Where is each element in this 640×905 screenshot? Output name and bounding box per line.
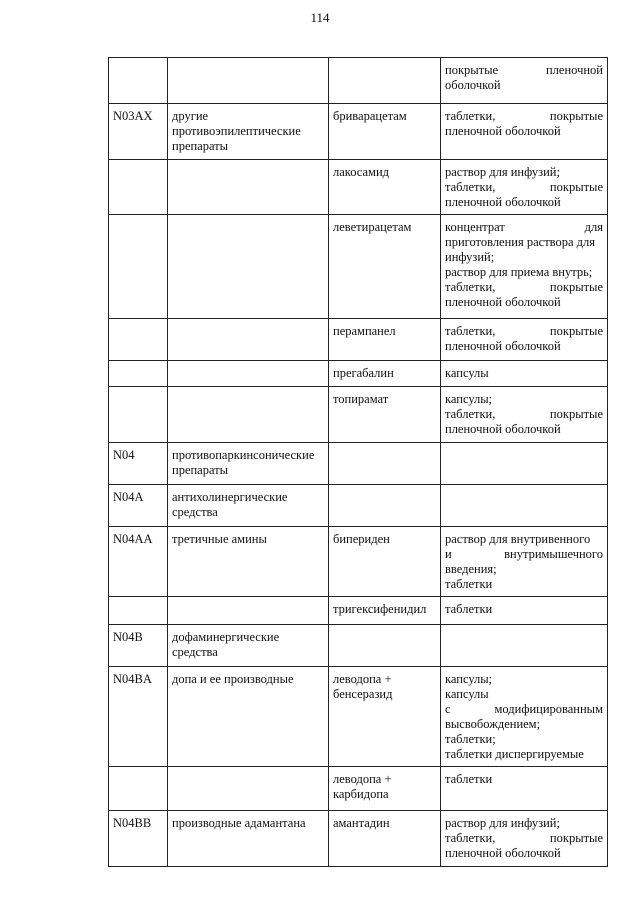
dosage-form-line: раствор для приема внутрь; [445, 265, 593, 279]
dosage-form-line: оболочкой [445, 78, 501, 92]
dosage-form-line: введения; [445, 562, 497, 576]
dosage-form-cell [441, 361, 608, 387]
table-row [109, 811, 608, 867]
drug-name-cell: леводопа + бенсеразид [329, 667, 441, 767]
drug-name-cell: прегабалин [329, 361, 441, 387]
dosage-form-line: и внутримышечного [445, 547, 603, 561]
atc-code-cell [109, 597, 168, 625]
drug-name-cell [329, 58, 441, 104]
drug-name-cell [329, 625, 441, 667]
dosage-form-line: таблетки [445, 577, 493, 591]
atc-code-cell: N04BB [109, 811, 168, 867]
group-name-cell: дофаминергические средства [168, 625, 329, 667]
dosage-form-cell [441, 58, 608, 104]
dosage-form-line: раствор для инфузий; [445, 165, 560, 179]
group-name-cell: другие противоэпилептические препараты [168, 104, 329, 160]
dosage-form-cell [441, 625, 608, 667]
dosage-form-line: таблетки, покрытые [445, 407, 603, 421]
dosage-form-line: таблетки диспергируемые [445, 747, 584, 761]
group-name-cell [168, 361, 329, 387]
atc-code-cell: N04 [109, 443, 168, 485]
atc-code-cell: N04A [109, 485, 168, 527]
dosage-form-line: таблетки, покрытые [445, 109, 603, 123]
atc-code-cell [109, 767, 168, 811]
atc-code-cell [109, 160, 168, 215]
drug-name-cell: перампанел [329, 319, 441, 361]
drug-name-cell [329, 485, 441, 527]
dosage-form-cell [441, 443, 608, 485]
table-row [109, 527, 608, 597]
dosage-form-cell [441, 387, 608, 443]
drug-name-cell: амантадин [329, 811, 441, 867]
dosage-form-line: таблетки, покрытые [445, 180, 603, 194]
dosage-form-line: раствор для инфузий; [445, 816, 560, 830]
dosage-form-line: высвобождением; [445, 717, 541, 731]
table-row [109, 485, 608, 527]
table-row [109, 443, 608, 485]
group-name-cell: противопаркинсонические препараты [168, 443, 329, 485]
dosage-form-line: таблетки, покрытые [445, 831, 603, 845]
drug-name-cell: леводопа + карбидопа [329, 767, 441, 811]
group-name-cell [168, 319, 329, 361]
drug-table [108, 57, 608, 867]
table-row [109, 597, 608, 625]
atc-code-cell [109, 387, 168, 443]
group-name-cell [168, 58, 329, 104]
dosage-form-line: с модифицированным [445, 702, 603, 716]
dosage-form-line: таблетки, покрытые [445, 324, 603, 338]
dosage-form-cell [441, 527, 608, 597]
table-row [109, 319, 608, 361]
atc-code-cell: N03AX [109, 104, 168, 160]
table-row [109, 215, 608, 319]
group-name-cell: антихолинергические средства [168, 485, 329, 527]
drug-name-cell: топирамат [329, 387, 441, 443]
group-name-cell: третичные амины [168, 527, 329, 597]
atc-code-cell: N04AA [109, 527, 168, 597]
dosage-form-line: пленочной оболочкой [445, 339, 561, 353]
dosage-form-line: раствор для внутривенного [445, 532, 591, 546]
dosage-form-line: капсулы; [445, 392, 493, 406]
dosage-form-cell [441, 215, 608, 319]
dosage-form-cell [441, 597, 608, 625]
drug-name-cell: леветирацетам [329, 215, 441, 319]
dosage-form-cell [441, 667, 608, 767]
group-name-cell: допа и ее производные [168, 667, 329, 767]
group-name-cell [168, 160, 329, 215]
group-name-cell [168, 387, 329, 443]
dosage-form-line: приготовления раствора для [445, 235, 595, 249]
table-row [109, 58, 608, 104]
atc-code-cell: N04B [109, 625, 168, 667]
drug-name-cell [329, 443, 441, 485]
drug-name-cell: бриварацетам [329, 104, 441, 160]
group-name-cell [168, 767, 329, 811]
atc-code-cell [109, 361, 168, 387]
group-name-cell [168, 215, 329, 319]
table-row [109, 767, 608, 811]
dosage-form-cell [441, 767, 608, 811]
drug-name-cell: лакосамид [329, 160, 441, 215]
dosage-form-line: пленочной оболочкой [445, 422, 561, 436]
dosage-form-line: пленочной оболочкой [445, 295, 561, 309]
dosage-form-line: капсулы; [445, 672, 493, 686]
dosage-form-cell [441, 104, 608, 160]
dosage-form-line: таблетки [445, 602, 493, 616]
dosage-form-line: инфузий; [445, 250, 495, 264]
table-row [109, 104, 608, 160]
drug-name-cell: бипериден [329, 527, 441, 597]
group-name-cell: производные адамантана [168, 811, 329, 867]
atc-code-cell [109, 215, 168, 319]
table-row [109, 361, 608, 387]
dosage-form-cell [441, 485, 608, 527]
dosage-form-line: капсулы [445, 366, 489, 380]
table-row [109, 387, 608, 443]
page-number: 114 [310, 10, 330, 25]
dosage-form-cell [441, 319, 608, 361]
table-row [109, 160, 608, 215]
atc-code-cell [109, 319, 168, 361]
dosage-form-line: пленочной оболочкой [445, 124, 561, 138]
dosage-form-line: капсулы [445, 687, 489, 701]
atc-code-cell [109, 58, 168, 104]
table-row [109, 625, 608, 667]
dosage-form-line: таблетки [445, 772, 493, 786]
dosage-form-line: таблетки; [445, 732, 496, 746]
dosage-form-line: таблетки, покрытые [445, 280, 603, 294]
table-row [109, 667, 608, 767]
drug-name-cell: тригексифенидил [329, 597, 441, 625]
dosage-form-line: покрытые пленочной [445, 63, 603, 77]
dosage-form-line: концентрат для [445, 220, 603, 234]
table-body [109, 58, 608, 867]
group-name-cell [168, 597, 329, 625]
dosage-form-line: пленочной оболочкой [445, 195, 561, 209]
atc-code-cell: N04BA [109, 667, 168, 767]
dosage-form-line: пленочной оболочкой [445, 846, 561, 860]
dosage-form-cell [441, 160, 608, 215]
dosage-form-cell [441, 811, 608, 867]
